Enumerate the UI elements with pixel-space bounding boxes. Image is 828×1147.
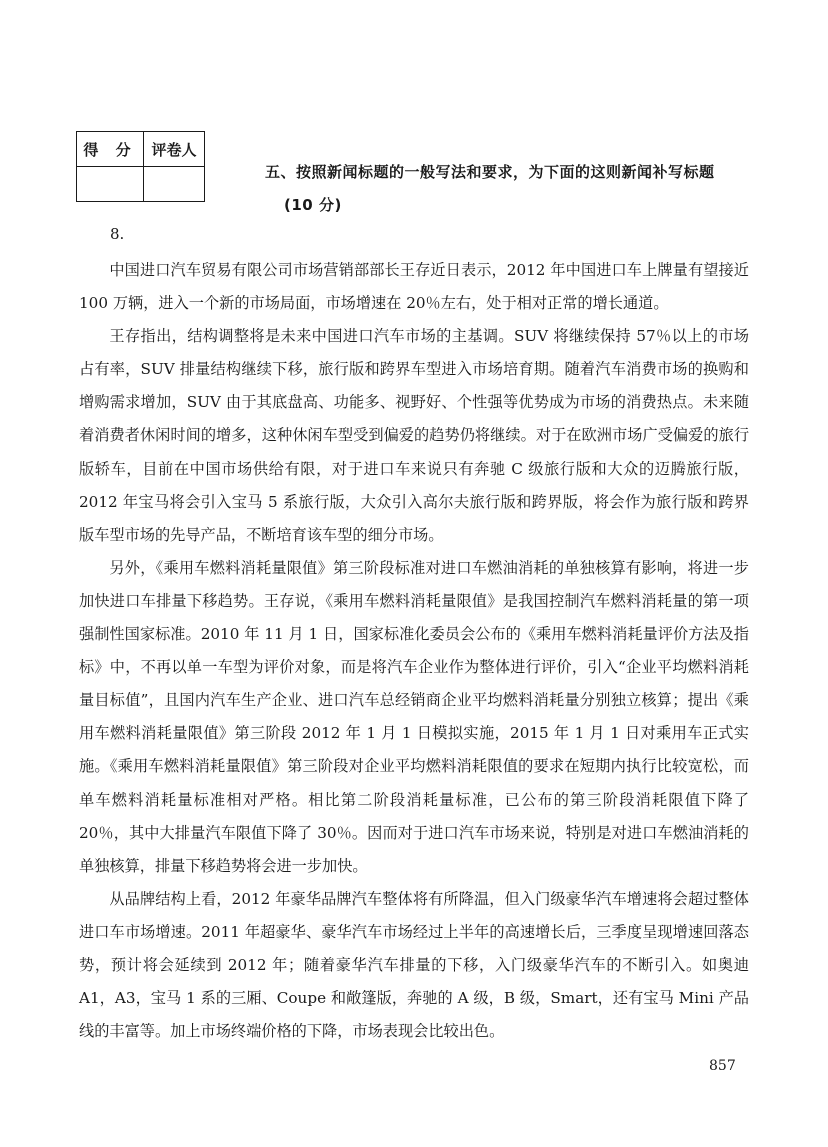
score-cell [77, 167, 144, 202]
news-article [79, 254, 749, 1048]
question-title-line1: 五、按照新闻标题的一般写法和要求，为下面的这则新闻补写标题 [265, 163, 715, 181]
question-number: 8. [110, 225, 125, 243]
score-table [76, 131, 205, 202]
article-paragraph: 中国进口汽车贸易有限公司市场营销部部长王存近日表示，2012 年中国进口车上牌量有望接近 100 万辆，进入一个新的市场局面，市场增速在 20％左右，处于相对正常的增长通道。 [79, 261, 749, 313]
question-title [265, 156, 765, 222]
grader-cell [144, 167, 205, 202]
article-paragraph: 从品牌结构上看，2012 年豪华品牌汽车整体将有所降温，但入门级豪华汽车增速将会超过整体进口车市场增速。2011 年超豪华、豪华汽车市场经过上半年的高速增长后，三季度呈现增速回落态势，预计将会延续到 2012 年；随着豪华汽车排量的下移，入门级豪华汽车的不断引入。如奥迪 A1，A3，宝马 1 系的三厢、Coupe 和敞篷版，奔驰的 A 级，B 级，Smart，还有宝马 Mini 产品线的丰富等。加上市场终端价格的下降，市场表现会比较出色。 [79, 889, 749, 1041]
score-header: 得 分 [77, 132, 144, 167]
question-title-line2: (10 分) [284, 196, 342, 214]
grader-header: 评卷人 [144, 132, 205, 167]
score-table-input-row [77, 167, 205, 202]
page-number: 857 [709, 1058, 736, 1074]
score-table-header-row [77, 132, 205, 167]
article-paragraph: 另外，《乘用车燃料消耗量限值》第三阶段标准对进口车燃油消耗的单独核算有影响，将进一步加快进口车排量下移趋势。王存说，《乘用车燃料消耗量限值》是我国控制汽车燃料消耗量的第一项强制性国家标准。2010 年 11 月 1 日，国家标准化委员会公布的《乘用车燃料消耗量评价方法及指标》中，不再以单一车型为评价对象，而是将汽车企业作为整体进行评价，引入“企业平均燃料消耗量目标值”，且国内汽车生产企业、进口汽车总经销商企业平均燃料消耗量分别独立核算；提出《乘用车燃料消耗量限值》第三阶段 2012 年 1 月 1 日模拟实施，2015 年 1 月 1 日对乘用车正式实施。《乘用车燃料消耗量限值》第三阶段对企业平均燃料消耗限值的要求在短期内执行比较宽松，而单车燃料消耗量标准相对严格。相比第二阶段消耗量标准，已公布的第三阶段消耗限值下降了 20％，其中大排量汽车限值下降了 30％。因而对于进口汽车市场来说，特别是对进口车燃油消耗的单独核算，排量下移趋势将会进一步加快。 [79, 558, 749, 875]
article-paragraph: 王存指出，结构调整将是未来中国进口汽车市场的主基调。SUV 将继续保持 57％以上的市场占有率，SUV 排量结构继续下移，旅行版和跨界车型进入市场培育期。随着汽车消费市场的换购和增购需求增加，SUV 由于其底盘高、功能多、视野好、个性强等优势成为市场的消费热点。未来随着消费者休闲时间的增多，这种休闲车型受到偏爱的趋势仍将继续。对于在欧洲市场广受偏爱的旅行版轿车，目前在中国市场供给有限，对于进口车来说只有奔驰 C 级旅行版和大众的迈腾旅行版，2012 年宝马将会引入宝马 5 系旅行版，大众引入高尔夫旅行版和跨界版，将会作为旅行版和跨界版车型市场的先导产品，不断培育该车型的细分市场。 [79, 327, 749, 544]
